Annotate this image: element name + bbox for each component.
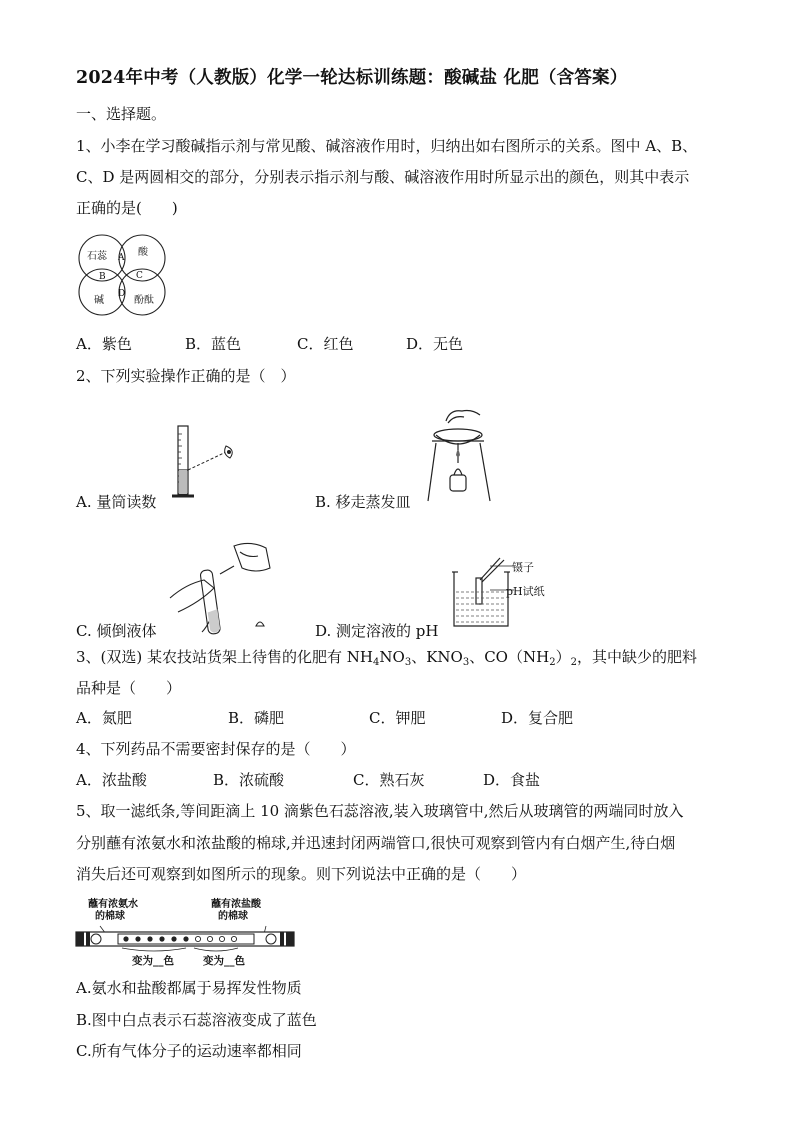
q4-option-a[interactable]: A．浓盐酸	[76, 771, 147, 789]
page-title: 2024年中考（人教版）化学一轮达标训练题：酸碱盐 化肥（含答案）	[76, 68, 628, 88]
q1-option-a[interactable]: A．紫色	[76, 335, 132, 353]
left-color-change-label: 变为__色	[132, 955, 174, 967]
q5-stem-line-3: 消失后还可观察到如图所示的现象。则下列说法中正确的是（ ）	[76, 865, 527, 883]
tweezers-label: 镊子	[512, 561, 534, 574]
q1-option-d[interactable]: D．无色	[406, 335, 464, 353]
pouring-liquid-figure	[170, 540, 290, 640]
venn-litmus-label: 石蕊	[87, 251, 107, 262]
venn-phenol-label: 酚酞	[134, 295, 154, 306]
q5-stem-line-1: 5、取一滤纸条,等间距滴上 10 滴紫色石蕊溶液,装入玻璃管中,然后从玻璃管的两端同时放入	[76, 802, 684, 820]
q3-option-d[interactable]: D．复合肥	[501, 709, 574, 727]
q3-option-c[interactable]: C．钾肥	[369, 709, 426, 727]
q5-stem-line-2: 分别蘸有浓氨水和浓盐酸的棉球,并迅速封闭两端管口,很快可观察到管内有白烟产生,待白烟	[76, 834, 676, 852]
q3-option-b[interactable]: B．磷肥	[228, 709, 285, 727]
q5-option-b[interactable]: B.图中白点表示石蕊溶液变成了蓝色	[76, 1011, 317, 1029]
ammonia-cotton-label-1: 蘸有浓氨水	[88, 899, 138, 910]
glass-tube-figure	[76, 918, 294, 956]
q3-option-a[interactable]: A．氮肥	[76, 709, 132, 727]
venn-region-d: D	[118, 289, 126, 299]
venn-region-a: A	[118, 253, 125, 263]
q1-stem-line-2: C、D 是两圆相交的部分，分别表示指示剂与酸、碱溶液作用时所显示出的颜色，则其中表示	[76, 168, 690, 186]
q3-stem-line-1: 3、(双选) 某农技站货架上待售的化肥有 $NH_4NO_3$、$KNO_3$、$CO(NH_2)_2$，其中缺少的肥料	[76, 648, 697, 668]
q2-option-a[interactable]: A. 量筒读数	[76, 493, 157, 511]
hcl-cotton-label-1: 蘸有浓盐酸	[211, 899, 261, 910]
hcl-cotton-label-2: 的棉球	[218, 911, 248, 922]
q1-stem-line-3: 正确的是( )	[76, 199, 178, 217]
q1-venn-diagram	[76, 232, 172, 318]
q2-option-b[interactable]: B. 移走蒸发皿	[315, 493, 411, 511]
q4-option-c[interactable]: C．熟石灰	[353, 771, 425, 789]
q2-stem: 2、下列实验操作正确的是（ ）	[76, 367, 296, 385]
right-color-change-label: 变为__色	[203, 955, 245, 967]
ph-paper-label: pH试纸	[506, 585, 545, 598]
q4-stem: 4、下列药品不需要密封保存的是（ ）	[76, 740, 356, 758]
graduated-cylinder-figure	[170, 424, 240, 502]
q3-stem-prefix: 3、(双选) 某农技站货架上待售的化肥有 NH	[76, 648, 373, 666]
venn-region-b: B	[99, 272, 106, 282]
q4-option-b[interactable]: B．浓硫酸	[213, 771, 285, 789]
q4-option-d[interactable]: D．食盐	[483, 771, 541, 789]
q5-option-c[interactable]: C.所有气体分子的运动速率都相同	[76, 1042, 302, 1060]
q3-stem-line-2: 品种是（ ）	[76, 679, 182, 697]
q1-stem-line-1: 1、小李在学习酸碱指示剂与常见酸、碱溶液作用时，归纳出如右图所示的关系。图中 A、B、	[76, 137, 698, 155]
ammonia-cotton-label-2: 的棉球	[95, 911, 125, 922]
section-heading: 一、选择题。	[76, 105, 167, 123]
venn-region-c: C	[136, 271, 143, 281]
evaporating-dish-figure	[428, 405, 492, 505]
q1-option-c[interactable]: C．红色	[297, 335, 354, 353]
venn-acid-label: 酸	[138, 247, 148, 258]
q2-option-d[interactable]: D. 测定溶液的 pH	[315, 622, 439, 640]
q5-option-a[interactable]: A.氨水和盐酸都属于易挥发性物质	[76, 979, 302, 997]
q1-option-b[interactable]: B．蓝色	[185, 335, 242, 353]
q2-option-c[interactable]: C. 倾倒液体	[76, 622, 157, 640]
venn-base-label: 碱	[94, 295, 104, 306]
